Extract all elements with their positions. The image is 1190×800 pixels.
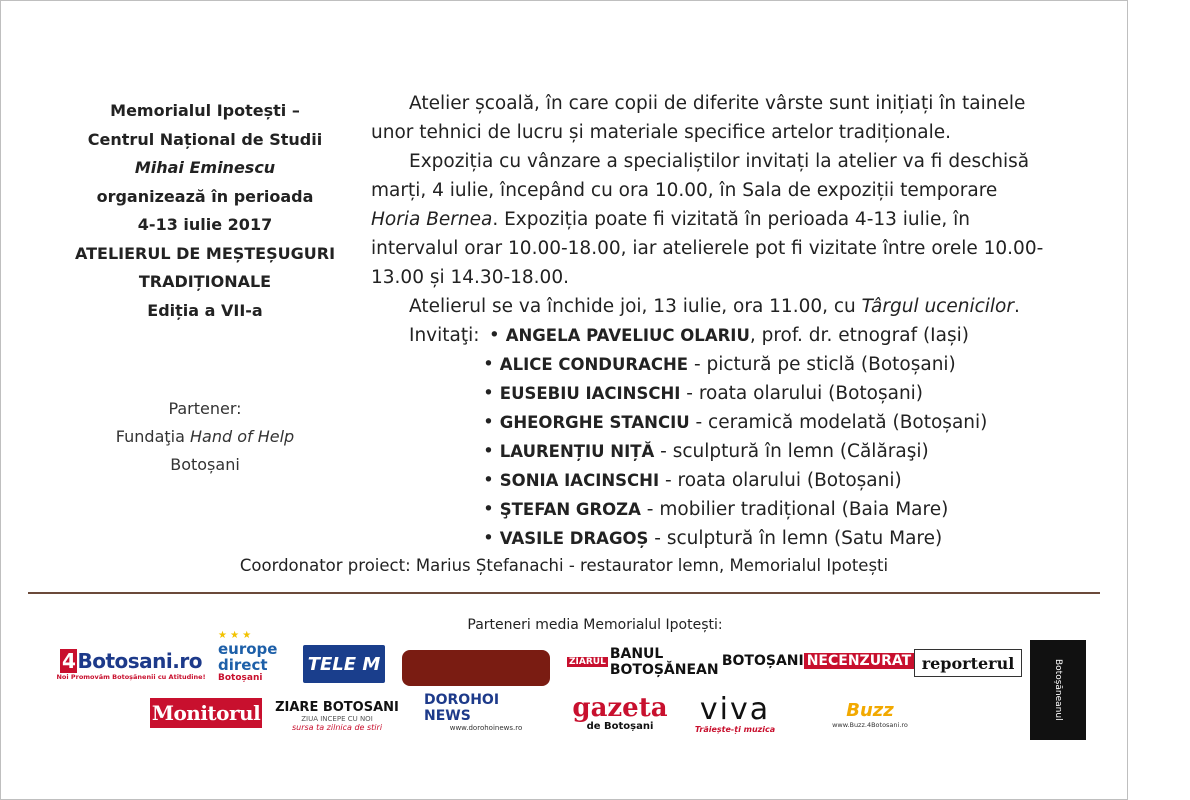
event-edition: Ediția a VII-a bbox=[147, 300, 263, 320]
buzz-logo: Buzz www.Buzz.4Botosani.ro bbox=[832, 699, 908, 729]
partner-label: Partener: bbox=[168, 399, 242, 418]
ziare-botosani-logo: ZIARE BOTOSANI ZIUA INCEPE CU NOI sursa ta zilnica de stiri bbox=[275, 700, 399, 732]
organizer-block bbox=[40, 97, 370, 325]
list-item: • GHEORGHE STANCIU - ceramică modelată (Botoșani) bbox=[483, 412, 988, 433]
paragraph-closing: Atelierul se va închide joi, 13 iulie, ora 11.00, cu Târgul ucenicilor. bbox=[409, 296, 1020, 317]
partner-name: Fundaţia Hand of Help bbox=[115, 427, 295, 446]
botosani-necenzurat-logo: BOTOȘANI NECENZURAT bbox=[738, 648, 898, 674]
list-item: • LAURENȚIU NIȚĂ - sculptură în lemn (Călăraşi) bbox=[483, 441, 929, 462]
event-title: TRADIȚIONALE bbox=[138, 272, 272, 291]
paragraph-intro: Atelier școală, în care copii de diferite vârste sunt inițiați în tainele unor tehnici de lucru și materiale specifice artelor tradiționale. bbox=[371, 93, 1026, 143]
list-item: • ŞTEFAN GROZA - mobilier tradițional (Baia Mare) bbox=[483, 499, 949, 520]
tele-m-logo: TELE M bbox=[303, 645, 385, 683]
signboard-logo bbox=[402, 650, 550, 686]
viva-fm-logo: viva Trăiește-ți muzica bbox=[694, 691, 776, 734]
divider bbox=[28, 592, 1100, 594]
banul-botosanean-logo: ZIARUL BANUL BOTOȘĂNEAN bbox=[569, 646, 719, 678]
reporterul-logo: reporterul bbox=[914, 649, 1022, 677]
list-item: • VASILE DRAGOȘ - sculptură în lemn (Satu Mare) bbox=[483, 528, 943, 549]
botosaneanul-logo: Botoșăneanul bbox=[1030, 640, 1086, 740]
list-item: Invitaţi: • ANGELA PAVELIUC OLARIU, prof. dr. etnograf (Iași) bbox=[371, 321, 1051, 350]
list-item: • EUSEBIU IACINSCHI - roata olarului (Botoșani) bbox=[483, 383, 924, 404]
gazeta-logo: gazeta de Botoșani bbox=[572, 692, 668, 732]
coordinator-line: Coordonator proiect: Marius Ștefanachi - restaurator lemn, Memorialul Ipotești bbox=[239, 556, 889, 575]
media-partners-title: Parteneri media Memorialul Ipotești: bbox=[467, 617, 723, 633]
organizer-line: Mihai Eminescu bbox=[134, 158, 276, 177]
dorohoi-news-logo: DOROHOI NEWS www.dorohoinews.ro bbox=[424, 692, 523, 732]
europe-direct-logo: ★ ★ ★ europe direct Botoșani bbox=[218, 630, 278, 683]
paragraph-exhibition: Expoziția cu vânzare a specialiștilor invitați la atelier va fi deschisă marți, 4 iulie, începând cu ora 10.00, în Sala de expoziții temporare Horia Bernea. Expoziția poate fi vizitată în perioada 4-13 iulie, în intervalul orar 10.00-18.00, iar atelierele pot fi vizitate între orele 10.00-13.00 și 14.30-18.00. bbox=[371, 151, 1044, 288]
description-block bbox=[371, 89, 1051, 553]
event-dates: 4-13 iulie 2017 bbox=[137, 215, 273, 234]
guest-list bbox=[371, 321, 1051, 553]
organizer-line: Centrul Național de Studii bbox=[87, 129, 323, 149]
partner-block bbox=[40, 395, 370, 479]
list-item: • SONIA IACINSCHI - roata olarului (Botoșani) bbox=[483, 470, 902, 491]
4botosani-logo: 4 Botosani.ro Noi Promovăm Botoșănenii cu Atitudine! bbox=[56, 649, 206, 681]
organizer-line: Memorialul Ipotești – bbox=[110, 101, 300, 120]
monitorul-logo: Monitorul bbox=[150, 698, 262, 728]
event-title: ATELIERUL DE MEȘTEȘUGURI bbox=[74, 243, 336, 263]
guests-label: Invitaţi: bbox=[409, 325, 480, 346]
list-item: • ALICE CONDURACHE - pictură pe sticlă (Botoșani) bbox=[483, 354, 956, 375]
stars-icon: ★ ★ ★ bbox=[218, 630, 252, 641]
partner-city: Botoșani bbox=[170, 455, 240, 474]
organizer-line: organizează în perioada bbox=[96, 186, 314, 206]
